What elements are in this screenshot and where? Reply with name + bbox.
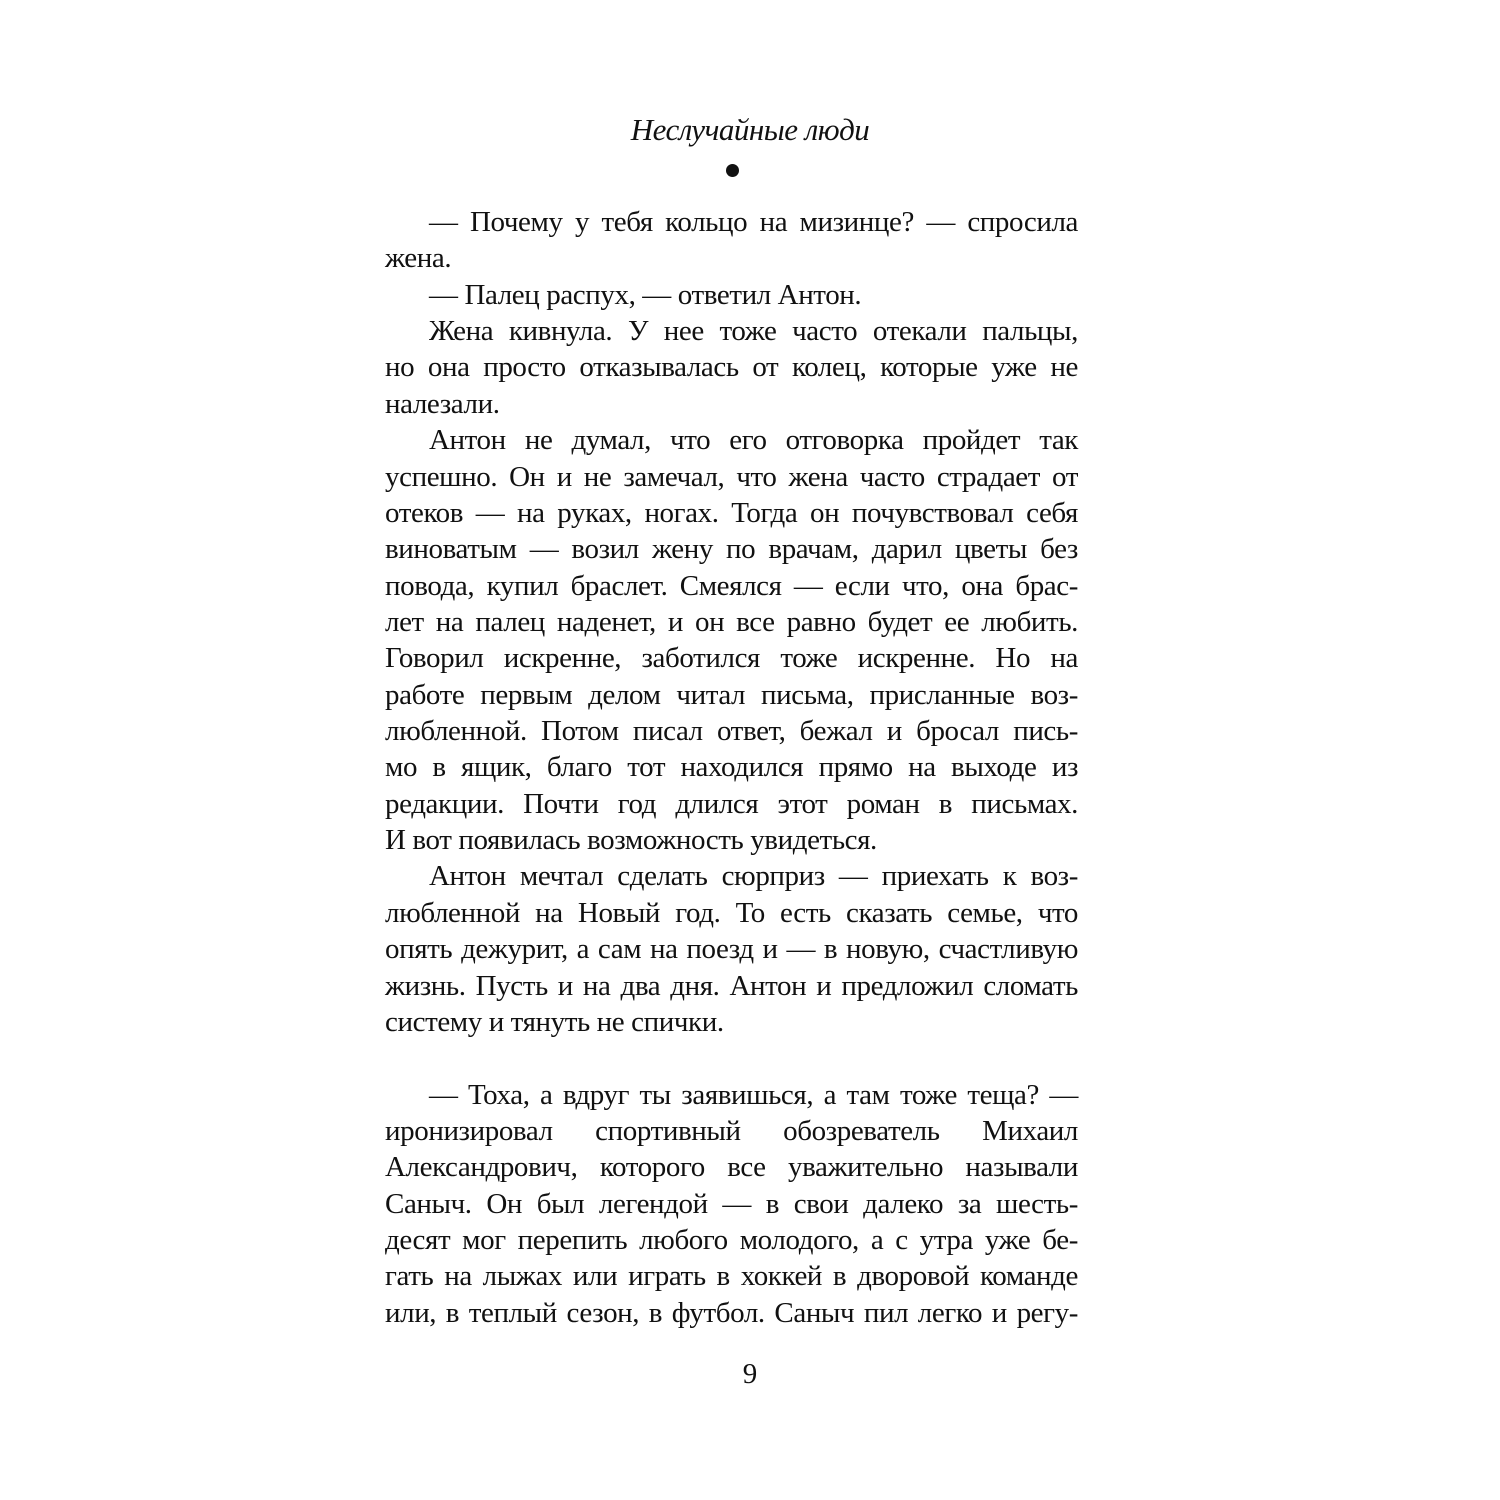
text-line: виноватым — возил жену по врачам, дарил цветы без bbox=[385, 533, 1078, 566]
text-line: Антон не думал, что его отговорка пройдет так bbox=[429, 424, 1078, 457]
text-line: опять дежурит, а сам на поезд и — в новую, счастливую bbox=[385, 933, 1078, 966]
text-line: Александрович, которого все уважительно называли bbox=[385, 1151, 1078, 1184]
header-bullet-ornament bbox=[726, 164, 739, 177]
text-line: систему и тянуть не спички. bbox=[385, 1005, 724, 1038]
section-break bbox=[385, 1040, 1078, 1076]
text-line: жизнь. Пусть и на два дня. Антон и предложил сломать bbox=[385, 969, 1078, 1002]
text-line: но она просто отказывалась от колец, которые уже не bbox=[385, 351, 1078, 384]
text-line: жена. bbox=[385, 242, 452, 275]
text-line: любленной на Новый год. То есть сказать семье, что bbox=[385, 896, 1078, 929]
text-line: отеков — на руках, ногах. Тогда он почувствовал себя bbox=[385, 496, 1078, 529]
text-line: иронизировал спортивный обозреватель Михаил bbox=[385, 1114, 1078, 1147]
text-line: — Почему у тебя кольцо на мизинце? — спросила bbox=[429, 206, 1078, 238]
text-line: мо в ящик, благо тот находился прямо на выходе из bbox=[385, 751, 1078, 784]
text-line: повода, купил браслет. Смеялся — если что, она брас- bbox=[385, 569, 1078, 602]
paragraph bbox=[385, 422, 1078, 858]
text-line: налезали. bbox=[385, 387, 500, 420]
text-line: — Тоха, а вдруг ты заявишься, а там тоже теща? — bbox=[429, 1078, 1078, 1111]
paragraph bbox=[385, 204, 1078, 277]
text-line: Жена кивнула. У нее тоже часто отекали пальцы, bbox=[429, 315, 1078, 348]
text-line: успешно. Он и не замечал, что жена часто страдает от bbox=[385, 460, 1078, 493]
text-line: любленной. Потом писал ответ, бежал и бросал пись- bbox=[385, 715, 1078, 748]
text-line: гать на лыжах или играть в хоккей в дворовой команде bbox=[385, 1260, 1078, 1293]
paragraph bbox=[385, 858, 1078, 1040]
running-header: Неслучайные люди bbox=[630, 112, 870, 147]
text-line: Антон мечтал сделать сюрприз — приехать к воз- bbox=[429, 860, 1078, 893]
paragraph bbox=[385, 313, 1078, 422]
text-line: десят мог перепить любого молодого, а с утра уже бе- bbox=[385, 1224, 1078, 1257]
text-line: И вот появилась возможность увидеться. bbox=[385, 824, 877, 857]
text-line: лет на палец наденет, и он все равно будет ее любить. bbox=[385, 605, 1078, 638]
text-line: работе первым делом читал письма, присланные воз- bbox=[385, 678, 1078, 711]
text-line: — Палец распух, — ответил Антон. bbox=[429, 278, 862, 311]
paragraph bbox=[385, 1077, 1078, 1332]
body-text bbox=[385, 204, 1078, 1331]
text-line: Саныч. Он был легендой — в свои далеко за шесть- bbox=[385, 1187, 1078, 1220]
text-line: или, в теплый сезон, в футбол. Саныч пил легко и регу- bbox=[385, 1296, 1078, 1329]
text-line: редакции. Почти год длился этот роман в письмах. bbox=[385, 787, 1078, 820]
page-number: 9 bbox=[742, 1358, 758, 1390]
paragraph bbox=[385, 277, 1078, 313]
text-line: Говорил искренне, заботился тоже искренне. Но на bbox=[385, 642, 1078, 675]
